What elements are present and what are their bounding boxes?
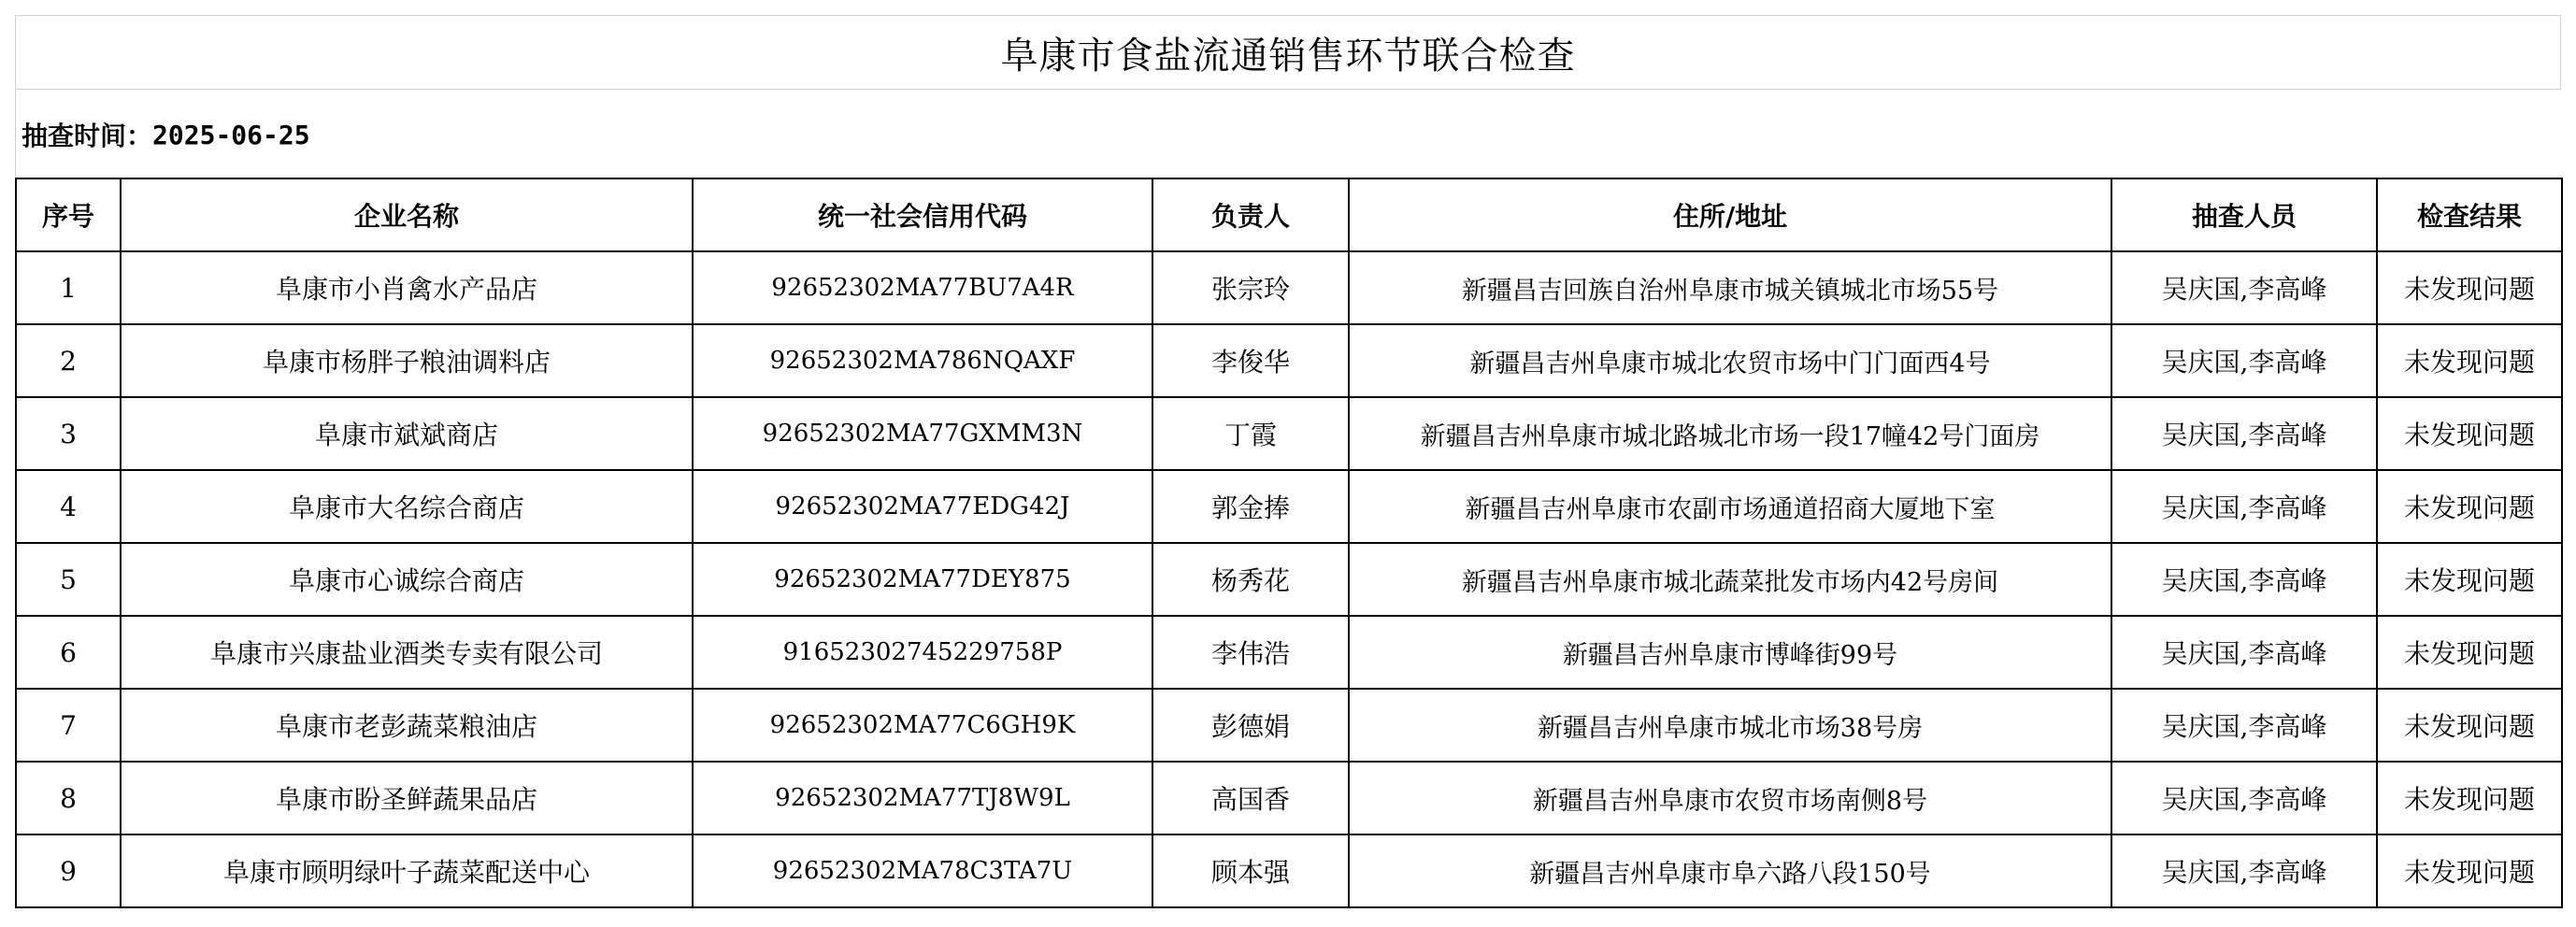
cell-inspectors: 吴庆国,李高峰 <box>2111 543 2377 616</box>
column-header-person: 负责人 <box>1152 178 1349 251</box>
cell-index: 3 <box>16 397 121 470</box>
column-header-index: 序号 <box>16 178 121 251</box>
cell-result: 未发现问题 <box>2377 616 2562 689</box>
cell-result: 未发现问题 <box>2377 470 2562 543</box>
cell-person: 郭金捧 <box>1152 470 1349 543</box>
cell-index: 1 <box>16 251 121 324</box>
cell-credit-code: 92652302MA78C3TA7U <box>693 834 1152 907</box>
column-header-address: 住所/地址 <box>1349 178 2111 251</box>
cell-result: 未发现问题 <box>2377 397 2562 470</box>
cell-credit-code: 92652302MA77GXMM3N <box>693 397 1152 470</box>
cell-result: 未发现问题 <box>2377 689 2562 762</box>
cell-address: 新疆昌吉州阜康市博峰街99号 <box>1349 616 2111 689</box>
cell-person: 杨秀花 <box>1152 543 1349 616</box>
cell-person: 丁霞 <box>1152 397 1349 470</box>
cell-address: 新疆昌吉州阜康市城北市场38号房 <box>1349 689 2111 762</box>
cell-index: 5 <box>16 543 121 616</box>
table-row <box>16 689 2562 762</box>
cell-address: 新疆昌吉州阜康市农副市场通道招商大厦地下室 <box>1349 470 2111 543</box>
cell-index: 4 <box>16 470 121 543</box>
cell-address: 新疆昌吉回族自治州阜康市城关镇城北市场55号 <box>1349 251 2111 324</box>
cell-address: 新疆昌吉州阜康市农贸市场南侧8号 <box>1349 762 2111 834</box>
cell-credit-code: 92652302MA786NQAXF <box>693 324 1152 397</box>
cell-company: 阜康市盼圣鲜蔬果品店 <box>121 762 693 834</box>
inspection-date-label: 抽查时间： <box>21 121 153 151</box>
column-header-company: 企业名称 <box>121 178 693 251</box>
cell-index: 2 <box>16 324 121 397</box>
cell-address: 新疆昌吉州阜康市城北农贸市场中门门面西4号 <box>1349 324 2111 397</box>
table-row <box>16 543 2562 616</box>
cell-result: 未发现问题 <box>2377 251 2562 324</box>
cell-company: 阜康市顾明绿叶子蔬菜配送中心 <box>121 834 693 907</box>
cell-inspectors: 吴庆国,李高峰 <box>2111 324 2377 397</box>
cell-index: 8 <box>16 762 121 834</box>
cell-person: 李伟浩 <box>1152 616 1349 689</box>
cell-company: 阜康市心诚综合商店 <box>121 543 693 616</box>
table-row <box>16 397 2562 470</box>
cell-person: 李俊华 <box>1152 324 1349 397</box>
cell-inspectors: 吴庆国,李高峰 <box>2111 762 2377 834</box>
cell-person: 张宗玲 <box>1152 251 1349 324</box>
table-row <box>16 762 2562 834</box>
cell-inspectors: 吴庆国,李高峰 <box>2111 689 2377 762</box>
table-row <box>16 324 2562 397</box>
cell-index: 9 <box>16 834 121 907</box>
cell-result: 未发现问题 <box>2377 762 2562 834</box>
cell-credit-code: 92652302MA77BU7A4R <box>693 251 1152 324</box>
inspection-date-row <box>15 90 2561 179</box>
cell-company: 阜康市大名综合商店 <box>121 470 693 543</box>
inspection-date-value: 2025-06-25 <box>152 119 310 150</box>
cell-credit-code: 92652302MA77C6GH9K <box>693 689 1152 762</box>
cell-company: 阜康市斌斌商店 <box>121 397 693 470</box>
cell-inspectors: 吴庆国,李高峰 <box>2111 397 2377 470</box>
cell-address: 新疆昌吉州阜康市城北路城北市场一段17幢42号门面房 <box>1349 397 2111 470</box>
column-header-inspectors: 抽查人员 <box>2111 178 2377 251</box>
cell-person: 顾本强 <box>1152 834 1349 907</box>
cell-credit-code: 92652302MA77EDG42J <box>693 470 1152 543</box>
column-header-credit-code: 统一社会信用代码 <box>693 178 1152 251</box>
cell-inspectors: 吴庆国,李高峰 <box>2111 470 2377 543</box>
table-row <box>16 470 2562 543</box>
table-header-row <box>16 178 2562 251</box>
cell-credit-code: 92652302MA77TJ8W9L <box>693 762 1152 834</box>
cell-address: 新疆昌吉州阜康市城北蔬菜批发市场内42号房间 <box>1349 543 2111 616</box>
cell-result: 未发现问题 <box>2377 324 2562 397</box>
cell-result: 未发现问题 <box>2377 834 2562 907</box>
cell-result: 未发现问题 <box>2377 543 2562 616</box>
cell-person: 彭德娟 <box>1152 689 1349 762</box>
cell-inspectors: 吴庆国,李高峰 <box>2111 616 2377 689</box>
cell-address: 新疆昌吉州阜康市阜六路八段150号 <box>1349 834 2111 907</box>
page-title: 阜康市食盐流通销售环节联合检查 <box>15 15 2561 90</box>
cell-person: 高国香 <box>1152 762 1349 834</box>
cell-company: 阜康市兴康盐业酒类专卖有限公司 <box>121 616 693 689</box>
cell-credit-code: 92652302MA77DEY875 <box>693 543 1152 616</box>
column-header-result: 检查结果 <box>2377 178 2562 251</box>
cell-inspectors: 吴庆国,李高峰 <box>2111 251 2377 324</box>
table-row <box>16 616 2562 689</box>
cell-credit-code: 91652302745229758P <box>693 616 1152 689</box>
cell-index: 7 <box>16 689 121 762</box>
inspection-table <box>15 178 2563 908</box>
cell-index: 6 <box>16 616 121 689</box>
spreadsheet <box>15 15 2561 914</box>
cell-company: 阜康市老彭蔬菜粮油店 <box>121 689 693 762</box>
cell-company: 阜康市杨胖子粮油调料店 <box>121 324 693 397</box>
cell-inspectors: 吴庆国,李高峰 <box>2111 834 2377 907</box>
table-row <box>16 834 2562 907</box>
table-row <box>16 251 2562 324</box>
cell-company: 阜康市小肖禽水产品店 <box>121 251 693 324</box>
